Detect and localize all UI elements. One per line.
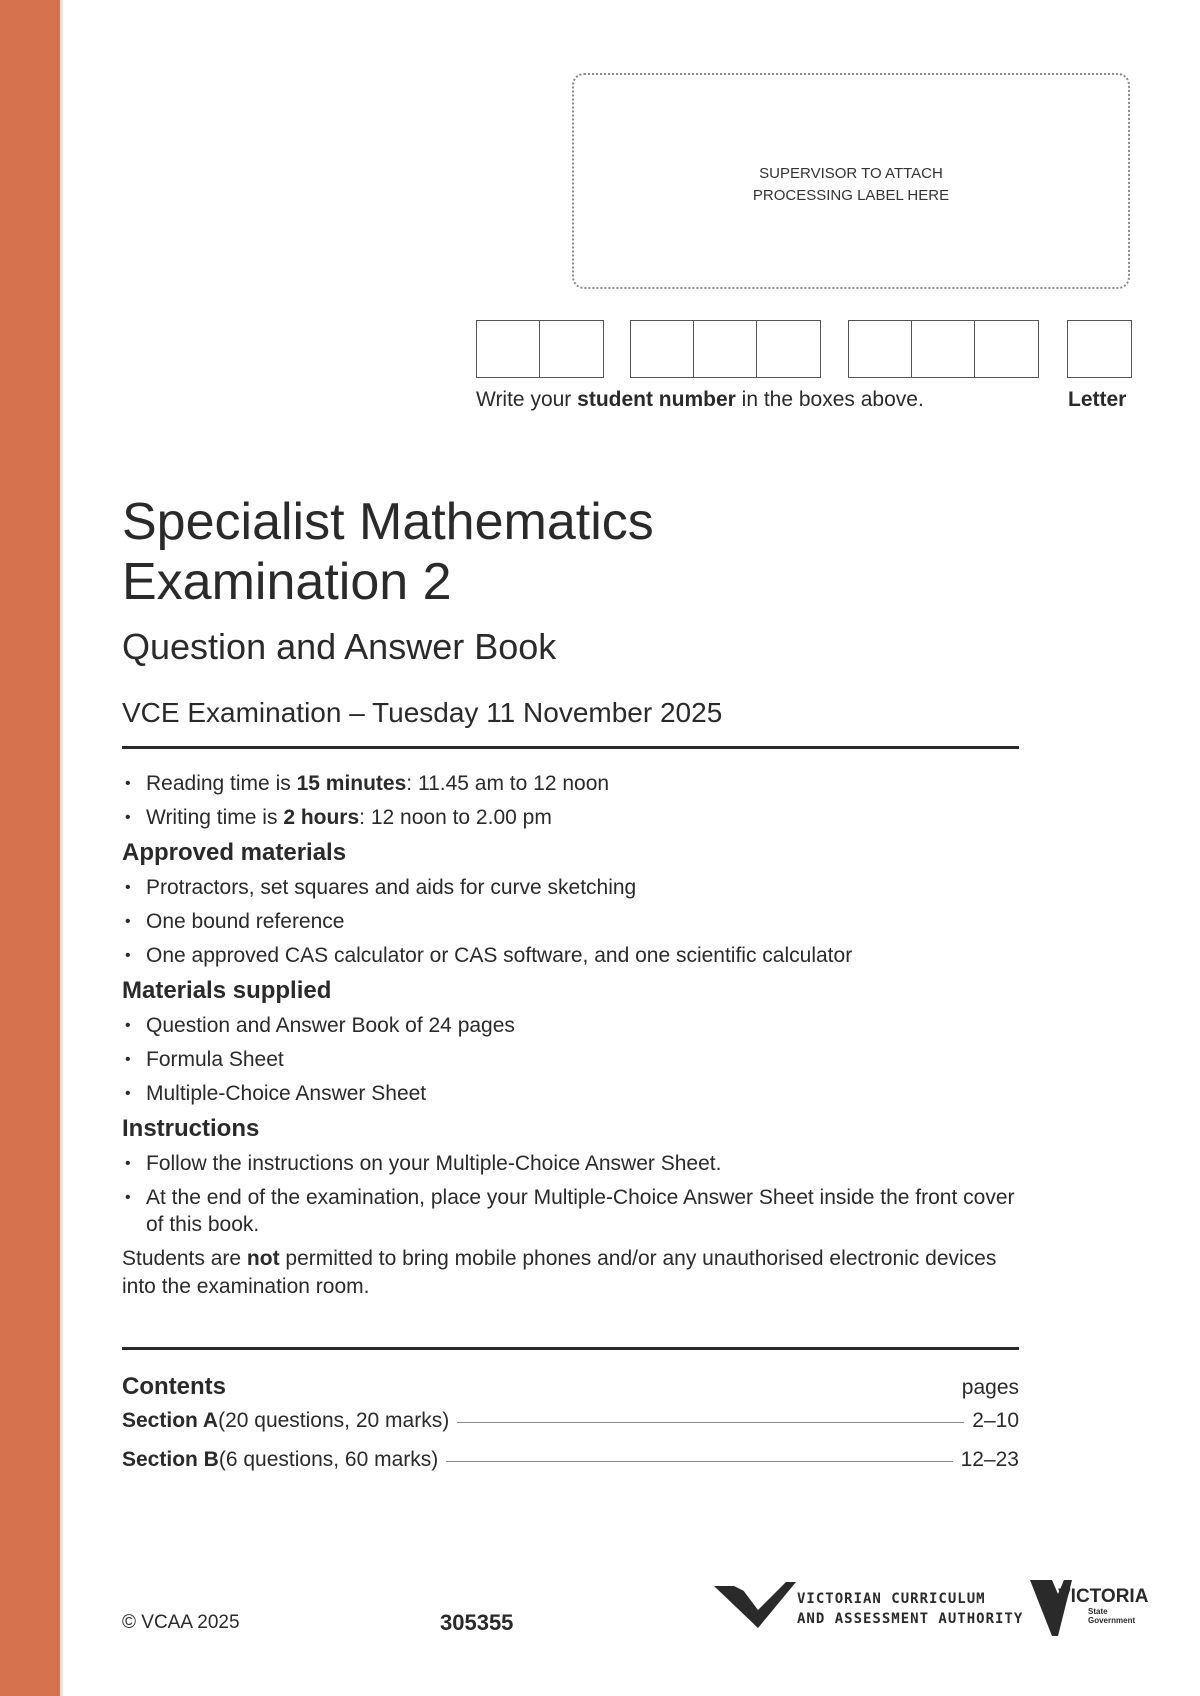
student-number-group-3 (848, 320, 1039, 378)
processing-label-box (572, 73, 1130, 289)
victoria-wordmark: VICTORIA (1058, 1586, 1149, 1607)
processing-label-text (574, 163, 1128, 207)
writing-time (122, 804, 1022, 831)
processing-label-line1: SUPERVISOR TO ATTACH (759, 165, 943, 182)
student-letter-group (1067, 320, 1132, 378)
student-number-caption (476, 388, 924, 412)
student-number-group-2 (630, 320, 821, 378)
exam-code: 305355 (440, 1610, 514, 1635)
section-a-detail: (20 questions, 20 marks) (218, 1409, 450, 1432)
materials-supplied-heading: Materials supplied (122, 977, 332, 1004)
title-line-2: Examination 2 (122, 553, 452, 611)
list-item: • At the end of the examination, place your Multiple-Choice Answer Sheet inside the front cover of this book. (122, 1184, 1022, 1238)
student-letter-box[interactable] (1068, 321, 1131, 377)
approved-materials-heading: Approved materials (122, 839, 347, 866)
list-item: • One bound reference (122, 908, 1022, 935)
devices-note-post: permitted to bring mobile phones and/or any unauthorised electronic devices into the examination room. (122, 1247, 997, 1298)
list-item: • Follow the instructions on your Multiple-Choice Answer Sheet. (122, 1150, 1022, 1177)
pages-label: pages (961, 1376, 1019, 1399)
toc-row-section-a (122, 1409, 1019, 1448)
instructions-heading: Instructions (122, 1115, 260, 1142)
section-b-pages: 12–23 (960, 1448, 1019, 1471)
list-item: • Formula Sheet (122, 1046, 1022, 1073)
caption-pre: Write your (476, 388, 578, 411)
student-number-box[interactable] (912, 321, 975, 377)
writing-time-pre: Writing time is (146, 806, 284, 829)
page-title (122, 492, 654, 612)
materials-supplied-list (122, 1012, 1022, 1107)
exam-date: VCE Examination – Tuesday 11 November 2025 (122, 697, 723, 728)
contents-divider (122, 1347, 1019, 1350)
writing-time-post: : 12 noon to 2.00 pm (359, 806, 552, 829)
student-number-box[interactable] (477, 321, 540, 377)
section-a-pages: 2–10 (972, 1409, 1019, 1432)
toc-leader (457, 1422, 964, 1423)
vcaa-line-2: AND ASSESSMENT AUTHORITY (797, 1611, 1024, 1627)
student-number-box[interactable] (975, 321, 1038, 377)
vcaa-wordmark (797, 1589, 1023, 1629)
header-divider (122, 746, 1019, 749)
caption-bold: student number (577, 388, 736, 411)
contents-header (122, 1373, 1019, 1409)
devices-note-bold: not (246, 1247, 280, 1270)
reading-time (122, 770, 1022, 797)
approved-materials-list (122, 874, 1022, 969)
student-number-box[interactable] (540, 321, 603, 377)
student-number-box[interactable] (694, 321, 757, 377)
reading-time-post: : 11.45 am to 12 noon (406, 772, 610, 795)
devices-note (122, 1245, 1022, 1301)
page-subtitle: Question and Answer Book (122, 626, 557, 667)
toc-row-section-b (122, 1448, 1019, 1487)
reading-time-pre: Reading time is (146, 772, 297, 795)
title-line-1: Specialist Mathematics (122, 493, 654, 551)
list-item: • One approved CAS calculator or CAS software, and one scientific calculator (122, 942, 1022, 969)
cover-color-stripe (0, 0, 60, 1696)
victoria-sub-1: State (1088, 1607, 1108, 1616)
student-number-box[interactable] (757, 321, 820, 377)
contents-heading: Contents (122, 1373, 226, 1400)
writing-time-bold: 2 hours (283, 806, 360, 829)
cover-stripe-edge (60, 0, 63, 1696)
devices-note-pre: Students are (122, 1247, 247, 1270)
exam-instructions (122, 770, 1022, 1301)
student-number-box[interactable] (849, 321, 912, 377)
toc-leader (446, 1461, 952, 1462)
list-item: • Multiple-Choice Answer Sheet (122, 1080, 1022, 1107)
student-number-group-1 (476, 320, 604, 378)
instructions-list (122, 1150, 1022, 1238)
table-of-contents (122, 1373, 1019, 1487)
list-item: • Protractors, set squares and aids for curve sketching (122, 874, 1022, 901)
section-b-detail: (6 questions, 60 marks) (218, 1448, 439, 1471)
student-number-box[interactable] (631, 321, 694, 377)
victoria-sub-2: Government (1088, 1616, 1136, 1625)
vcaa-line-1: VICTORIAN CURRICULUM (797, 1591, 986, 1607)
section-b-name: Section B (122, 1448, 219, 1471)
letter-caption: Letter (1068, 388, 1127, 411)
victoria-state-government-logo-icon (1028, 1576, 1149, 1638)
time-list (122, 770, 1022, 831)
section-a-name: Section A (122, 1409, 219, 1432)
copyright: © VCAA 2025 (122, 1612, 240, 1633)
caption-post: in the boxes above. (735, 388, 924, 411)
list-item: • Question and Answer Book of 24 pages (122, 1012, 1022, 1039)
processing-label-line2: PROCESSING LABEL HERE (752, 187, 950, 204)
reading-time-bold: 15 minutes (296, 772, 407, 795)
